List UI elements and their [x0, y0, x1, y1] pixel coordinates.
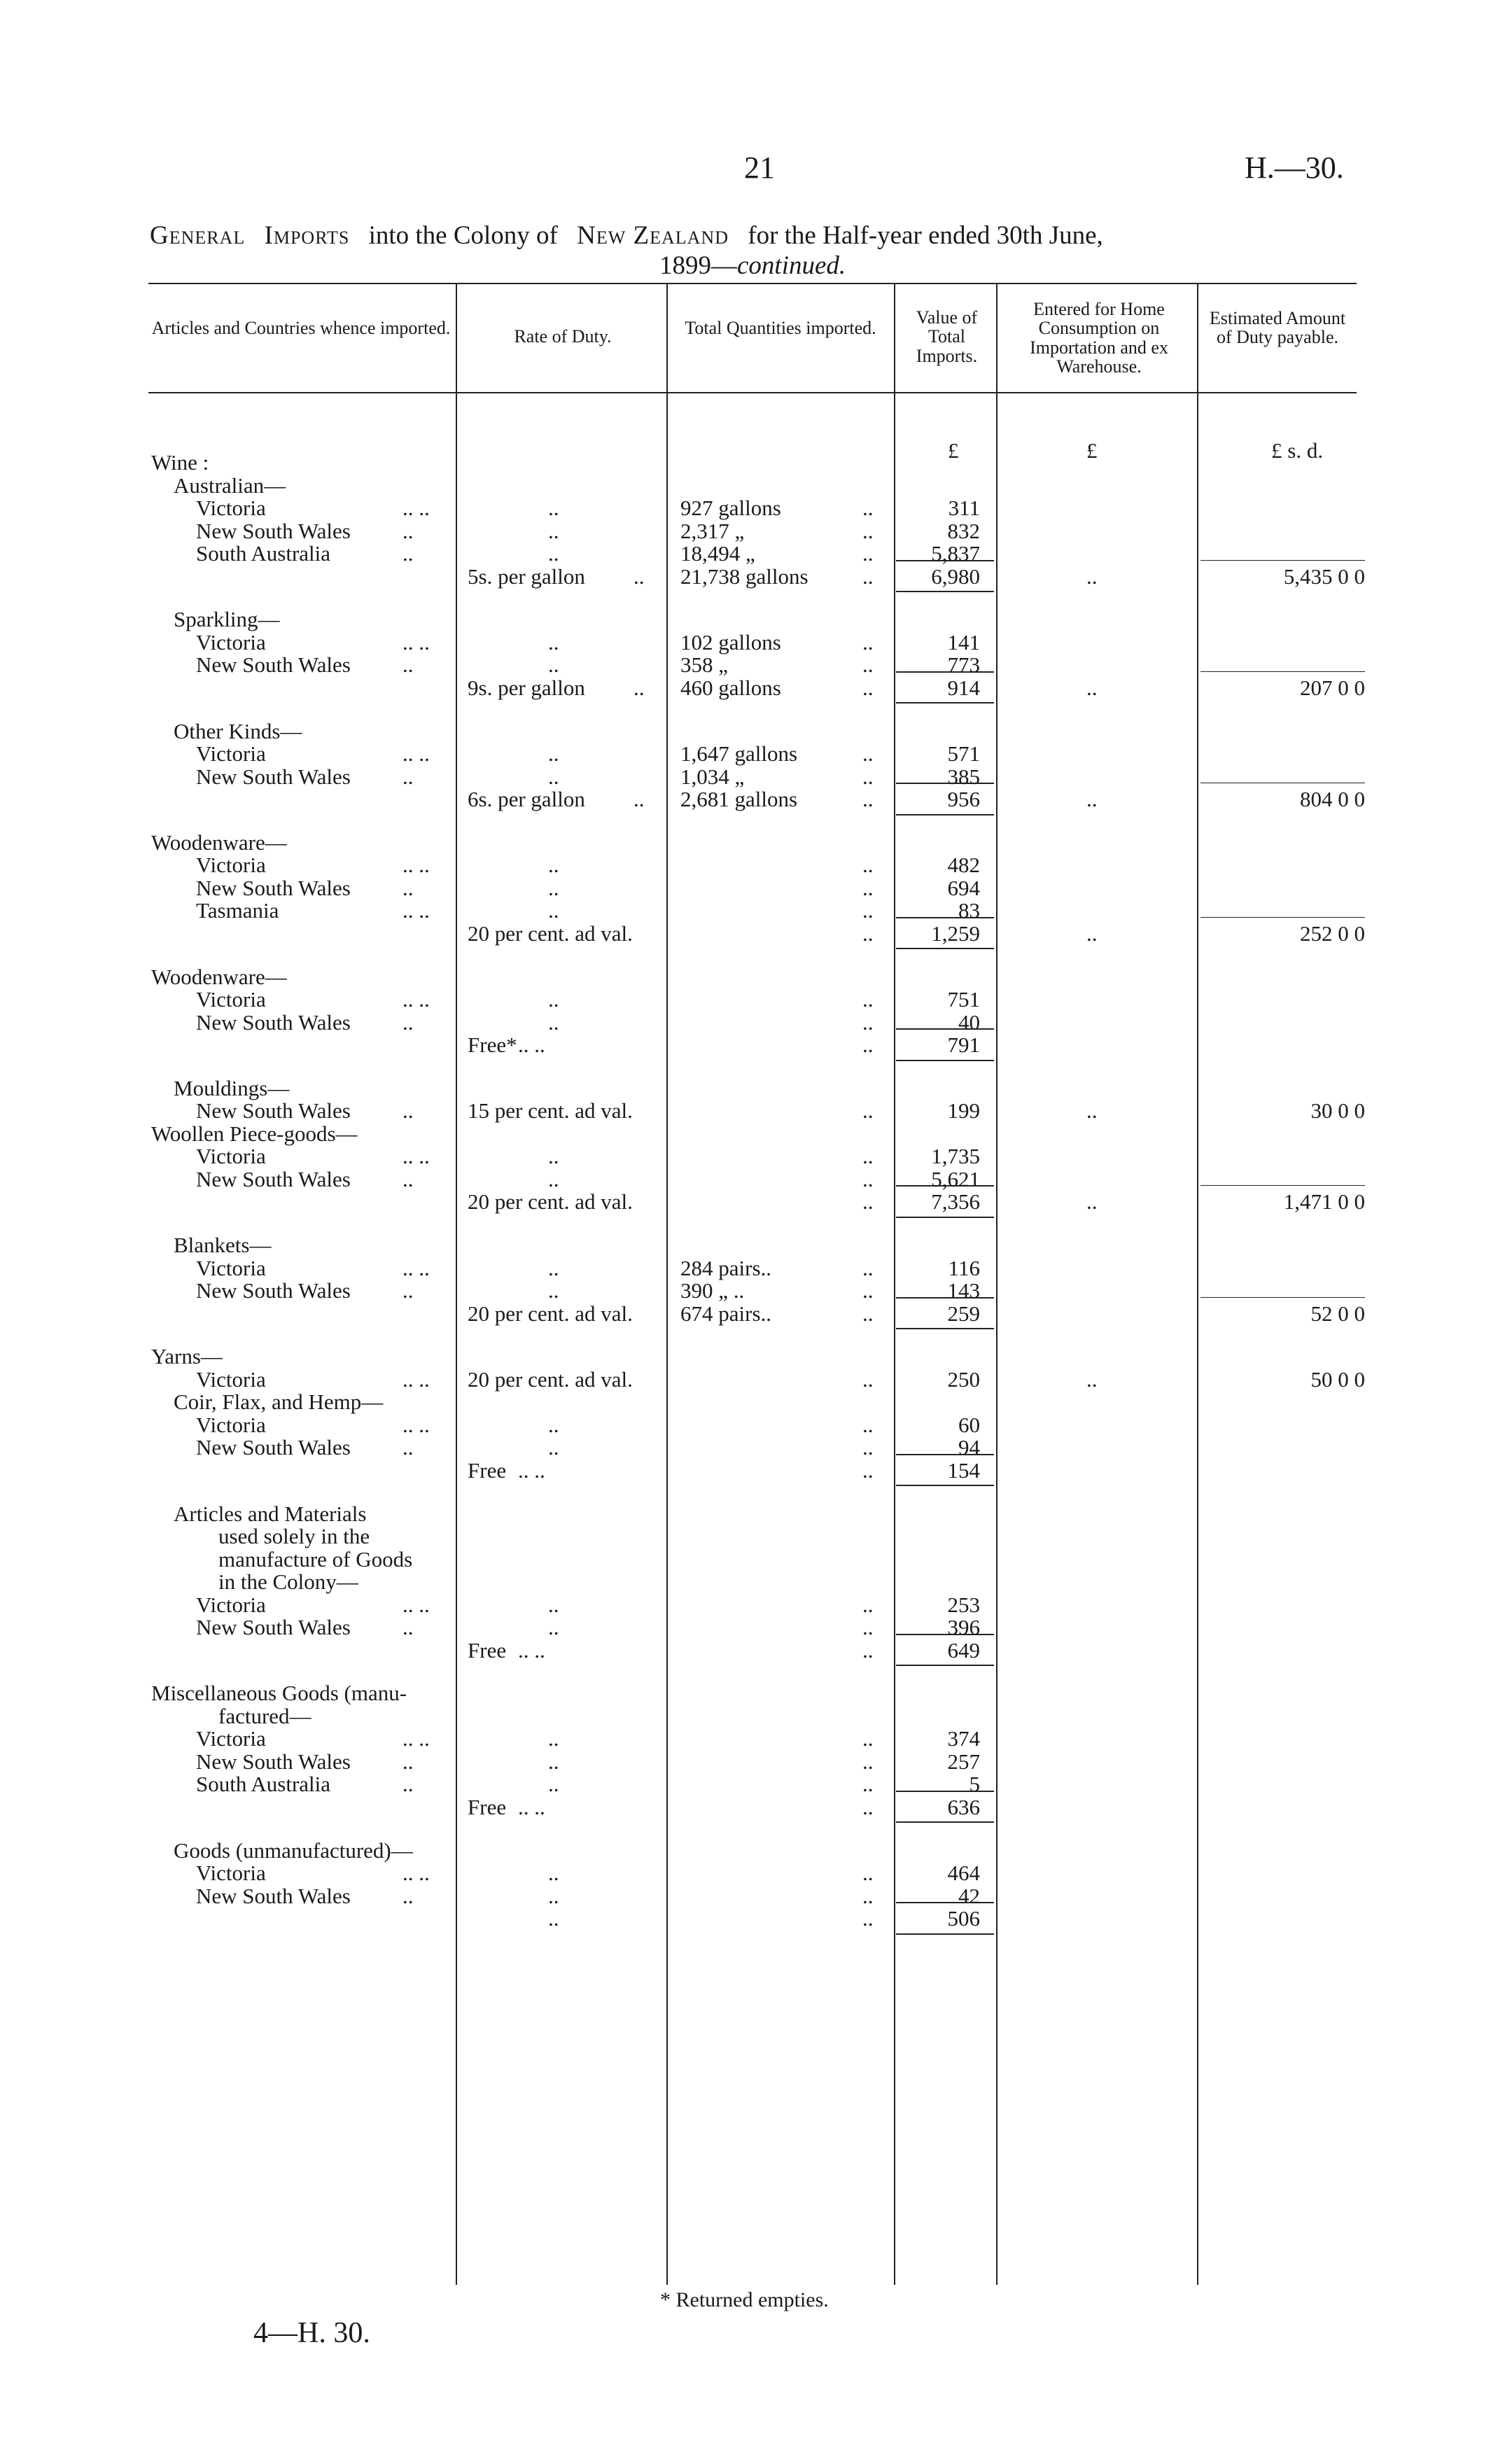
duty-payable: 207 0 0 — [1300, 675, 1365, 700]
article-label: used solely in the — [218, 1524, 370, 1548]
duty-payable: 1,471 0 0 — [1283, 1189, 1365, 1214]
leader-dots: .. — [862, 741, 874, 766]
leader-dots: .. .. — [402, 987, 430, 1011]
leader-dots: .. — [548, 1883, 559, 1908]
leader-dots: .. — [548, 541, 559, 566]
leader-dots: .. — [548, 1278, 559, 1303]
leader-dots: .. — [402, 1166, 414, 1191]
leader-dots: .. — [862, 1098, 874, 1124]
leader-dots: .. — [862, 1166, 874, 1191]
leader-dots: .. .. — [402, 496, 430, 520]
value-total: 636 — [947, 1794, 980, 1819]
article-label: Woodenware— — [151, 964, 287, 989]
leader-dots: .. — [862, 652, 874, 678]
leader-dots: .. .. — [518, 1794, 545, 1819]
group-rule — [896, 1821, 994, 1823]
leader-dots: .. — [862, 541, 874, 566]
article-label: New South Wales — [196, 764, 351, 789]
leader-dots: .. — [402, 1772, 414, 1797]
title-line-1 — [150, 223, 1103, 248]
title-word: General — [150, 221, 246, 250]
article-label: Yarns— — [151, 1344, 223, 1369]
leader-dots: .. — [862, 1861, 874, 1885]
leader-dots: .. — [862, 564, 874, 589]
value-total: 199 — [947, 1098, 980, 1124]
value-total: 791 — [947, 1032, 980, 1057]
article-label: in the Colony— — [218, 1569, 358, 1594]
article-label: New South Wales — [196, 1166, 351, 1191]
document-code: H.—30. — [1245, 150, 1344, 185]
col-header-rate: Rate of Duty. — [514, 326, 612, 346]
rate-of-duty: Free — [468, 1457, 507, 1483]
rate-of-duty: Free — [468, 1794, 507, 1819]
footnote: * Returned empties. — [660, 2288, 829, 2311]
article-label: Victoria — [196, 741, 266, 766]
leader-dots: .. — [862, 518, 874, 543]
column-rule — [1197, 283, 1198, 2285]
article-label: Victoria — [196, 1726, 266, 1751]
rate-of-duty: Free* — [468, 1032, 517, 1057]
article-label: Victoria — [196, 853, 266, 878]
leader-dots: .. .. — [402, 1255, 430, 1280]
title-year: 1899— — [659, 251, 737, 280]
value-total: 694 — [947, 875, 980, 900]
leader-dots: .. .. — [402, 1144, 430, 1169]
article-label: New South Wales — [196, 1278, 351, 1303]
leader-dots: .. .. — [402, 1726, 430, 1751]
quantity: 390 „ .. — [680, 1278, 745, 1303]
column-rule — [456, 283, 457, 2285]
article-label: Victoria — [196, 987, 266, 1011]
article-label: manufacture of Goods — [218, 1546, 413, 1572]
leader-dots: .. — [862, 1301, 874, 1326]
group-rule — [896, 1665, 994, 1666]
article-label: Wine : — [151, 450, 209, 475]
leader-dots: .. — [402, 1098, 414, 1124]
rate-of-duty: 20 per cent. ad val. — [468, 1301, 633, 1326]
leader-dots: .. — [862, 1009, 874, 1035]
leader-dots: .. — [862, 1749, 874, 1774]
leader-dots: .. — [862, 1637, 874, 1662]
rate-of-duty: 9s. per gallon — [468, 675, 585, 700]
article-label: Woollen Piece-goods— — [151, 1121, 358, 1146]
article-label: factured— — [218, 1703, 312, 1728]
leader-dots: .. — [548, 1255, 559, 1280]
group-rule — [896, 1060, 994, 1061]
leader-dots: .. .. — [402, 853, 430, 878]
value-total: 143 — [947, 1278, 980, 1303]
value-total: 311 — [948, 496, 980, 520]
leader-dots: .. .. — [402, 1412, 430, 1437]
duty-payable: 30 0 0 — [1310, 1098, 1365, 1124]
col-header-articles: Articles and Countries whence imported. — [151, 318, 451, 338]
leader-dots: .. .. — [402, 898, 430, 923]
rate-of-duty: 5s. per gallon — [468, 564, 585, 589]
value-total: 832 — [947, 518, 980, 543]
title-word: New Zealand — [577, 221, 729, 250]
value-total: 7,356 — [931, 1189, 980, 1214]
value-total: 5 — [969, 1772, 980, 1797]
article-label: Coir, Flax, and Hemp— — [174, 1390, 384, 1415]
entered-home: .. — [1086, 675, 1098, 700]
column-rule — [666, 283, 668, 2285]
value-total: 396 — [947, 1615, 980, 1639]
leader-dots: .. .. — [518, 1032, 545, 1057]
leader-dots: .. — [402, 1278, 414, 1303]
leader-dots: .. — [402, 1749, 414, 1774]
duty-payable: 5,435 0 0 — [1283, 564, 1365, 589]
leader-dots: .. — [548, 1435, 559, 1460]
leader-dots: .. — [862, 629, 874, 654]
subtotal-rule — [1200, 671, 1365, 672]
article-label: Tasmania — [196, 898, 279, 923]
leader-dots: .. — [862, 898, 874, 923]
leader-dots: .. — [402, 875, 414, 900]
leader-dots: .. — [862, 920, 874, 946]
leader-dots: .. — [862, 1189, 874, 1214]
leader-dots: .. — [634, 675, 645, 700]
duty-payable: 52 0 0 — [1310, 1301, 1365, 1326]
leader-dots: .. — [862, 987, 874, 1011]
article-label: New South Wales — [196, 1098, 351, 1124]
leader-dots: .. — [402, 1615, 414, 1639]
article-label: Victoria — [196, 1144, 266, 1169]
page-footer: 4—H. 30. — [253, 2317, 370, 2349]
title-continued: continued. — [737, 251, 846, 280]
title-word: Imports — [264, 221, 350, 250]
quantity: 674 pairs.. — [680, 1301, 772, 1326]
title-word: into the Colony of — [368, 221, 558, 250]
subtotal-rule — [1200, 1297, 1365, 1298]
value-total: 464 — [947, 1861, 980, 1885]
article-label: New South Wales — [196, 1615, 351, 1639]
leader-dots: .. — [402, 1883, 414, 1908]
quantity: 18,494 „ — [680, 541, 755, 566]
value-total: 116 — [948, 1255, 980, 1280]
value-total: 259 — [947, 1301, 980, 1326]
article-label: Victoria — [196, 1592, 266, 1617]
duty-payable: 252 0 0 — [1300, 920, 1365, 946]
group-rule — [896, 1217, 994, 1218]
article-label: New South Wales — [196, 1749, 351, 1774]
article-label: Sparkling— — [174, 607, 280, 632]
leader-dots: .. — [402, 652, 414, 678]
article-label: Articles and Materials — [174, 1501, 367, 1526]
value-total: 773 — [947, 652, 980, 678]
quantity: 1,034 „ — [680, 764, 745, 789]
title-word: for the Half-year ended 30th June, — [748, 221, 1103, 250]
leader-dots: .. — [548, 875, 559, 900]
value-total: 482 — [947, 853, 980, 878]
value-total: 5,837 — [931, 541, 980, 566]
article-label: Victoria — [196, 1366, 266, 1392]
leader-dots: .. — [548, 1749, 559, 1774]
leader-dots: .. — [862, 1906, 874, 1931]
leader-dots: .. — [862, 1366, 874, 1392]
leader-dots: .. — [548, 1592, 559, 1617]
value-total: 154 — [947, 1457, 980, 1483]
leader-dots: .. — [862, 1794, 874, 1819]
group-rule — [896, 814, 994, 816]
leader-dots: .. — [402, 518, 414, 543]
rate-of-duty: 20 per cent. ad val. — [468, 1189, 633, 1214]
leader-dots: .. — [402, 1435, 414, 1460]
leader-dots: .. — [548, 1772, 559, 1797]
group-rule — [896, 1933, 994, 1935]
article-label: New South Wales — [196, 518, 351, 543]
group-rule — [896, 702, 994, 704]
duty-unit: £ s. d. — [1271, 438, 1324, 463]
leader-dots: .. .. — [402, 1861, 430, 1885]
article-label: Victoria — [196, 1412, 266, 1437]
leader-dots: .. .. — [518, 1457, 545, 1483]
leader-dots: .. — [548, 652, 559, 678]
leader-dots: .. — [402, 541, 414, 566]
leader-dots: .. — [548, 629, 559, 654]
entered-home: .. — [1086, 564, 1098, 589]
value-total: 83 — [958, 898, 980, 923]
value-total: 385 — [947, 764, 980, 789]
quantity: 102 gallons — [680, 629, 781, 654]
article-label: Mouldings— — [174, 1075, 290, 1100]
value-total: 506 — [947, 1906, 980, 1931]
entered-home: .. — [1086, 1098, 1098, 1124]
leader-dots: .. .. — [402, 741, 430, 766]
leader-dots: .. — [862, 764, 874, 789]
article-label: Victoria — [196, 1861, 266, 1885]
article-label: Victoria — [196, 629, 266, 654]
leader-dots: .. — [634, 564, 645, 589]
header-bottom-rule — [148, 392, 1357, 393]
group-rule — [896, 1485, 994, 1486]
article-label: New South Wales — [196, 1435, 351, 1460]
leader-dots: .. — [548, 1906, 559, 1931]
quantity: 2,317 „ — [680, 518, 745, 543]
subtotal-rule — [1200, 1185, 1365, 1186]
header-top-rule — [148, 283, 1357, 284]
value-total: 60 — [958, 1412, 980, 1437]
group-rule — [896, 1328, 994, 1329]
value-total: 5,621 — [931, 1166, 980, 1191]
value-total: 6,980 — [931, 564, 980, 589]
leader-dots: .. — [548, 496, 559, 520]
leader-dots: .. — [862, 496, 874, 520]
article-label: Blankets— — [174, 1233, 272, 1257]
leader-dots: .. — [548, 1615, 559, 1639]
leader-dots: .. — [548, 898, 559, 923]
article-label: Other Kinds— — [174, 718, 302, 743]
article-label: Miscellaneous Goods (manu- — [151, 1681, 407, 1706]
article-label: Victoria — [196, 496, 266, 520]
article-label: New South Wales — [196, 875, 351, 900]
rate-of-duty: 20 per cent. ad val. — [468, 1366, 633, 1392]
entered-unit: £ — [1086, 438, 1098, 463]
column-rule — [996, 283, 997, 2285]
leader-dots: .. — [862, 1412, 874, 1437]
article-label: Goods (unmanufactured)— — [174, 1837, 413, 1863]
value-total: 751 — [947, 987, 980, 1011]
rate-of-duty: Free — [468, 1637, 507, 1662]
title-line-2 — [659, 253, 846, 279]
value-total: 571 — [947, 741, 980, 766]
group-rule — [896, 948, 994, 949]
value-total: 374 — [947, 1726, 980, 1751]
value-total: 42 — [958, 1883, 980, 1908]
leader-dots: .. — [548, 1144, 559, 1169]
leader-dots: .. — [548, 853, 559, 878]
subtotal-rule — [1200, 560, 1365, 561]
rate-of-duty: 6s. per gallon — [468, 787, 585, 811]
quantity: 1,647 gallons — [680, 741, 798, 766]
column-rule — [894, 283, 895, 2285]
value-total: 1,735 — [931, 1144, 980, 1169]
leader-dots: .. — [402, 1009, 414, 1035]
leader-dots: .. — [862, 1772, 874, 1797]
article-label: New South Wales — [196, 1883, 351, 1908]
leader-dots: .. .. — [402, 1592, 430, 1617]
leader-dots: .. .. — [518, 1637, 545, 1662]
leader-dots: .. — [862, 1726, 874, 1751]
article-label: Victoria — [196, 1255, 266, 1280]
subtotal-rule — [1200, 917, 1365, 918]
leader-dots: .. — [548, 741, 559, 766]
value-total: 257 — [947, 1749, 980, 1774]
quantity: 358 „ — [680, 652, 729, 678]
value-total: 141 — [947, 629, 980, 654]
leader-dots: .. — [548, 1412, 559, 1437]
entered-home: .. — [1086, 1189, 1098, 1214]
value-total: 253 — [947, 1592, 980, 1617]
leader-dots: .. — [548, 764, 559, 789]
col-header-entered: Entered for Home Consumption on Importation and ex Warehouse. — [1030, 299, 1168, 377]
leader-dots: .. — [634, 787, 645, 811]
col-header-quantities: Total Quantities imported. — [685, 318, 876, 338]
leader-dots: .. — [862, 675, 874, 700]
leader-dots: .. — [862, 853, 874, 878]
entered-home: .. — [1086, 1366, 1098, 1392]
leader-dots: .. — [862, 1144, 874, 1169]
leader-dots: .. — [862, 1435, 874, 1460]
value-total: 914 — [947, 675, 980, 700]
article-label: South Australia — [196, 541, 331, 566]
value-total: 40 — [958, 1009, 980, 1035]
leader-dots: .. — [862, 1457, 874, 1483]
article-label: New South Wales — [196, 652, 351, 678]
article-label: Australian— — [174, 472, 286, 498]
rate-of-duty: 15 per cent. ad val. — [468, 1098, 633, 1124]
article-label: New South Wales — [196, 1009, 351, 1035]
duty-payable: 804 0 0 — [1300, 787, 1365, 811]
entered-home: .. — [1086, 787, 1098, 811]
page-number: 21 — [744, 150, 775, 185]
value-unit: £ — [948, 438, 959, 463]
value-total: 956 — [947, 787, 980, 811]
col-header-duty: Estimated Amount of Duty payable. — [1209, 308, 1346, 348]
value-total: 649 — [947, 1637, 980, 1662]
leader-dots: .. — [862, 1615, 874, 1639]
col-header-value: Value of Total Imports. — [916, 307, 978, 366]
article-label: Woodenware— — [151, 830, 287, 855]
value-total: 94 — [958, 1435, 980, 1460]
leader-dots: .. — [862, 1255, 874, 1280]
leader-dots: .. — [862, 875, 874, 900]
leader-dots: .. — [862, 1592, 874, 1617]
leader-dots: .. — [402, 764, 414, 789]
quantity: 21,738 gallons — [680, 564, 808, 589]
leader-dots: .. — [862, 787, 874, 811]
article-label: South Australia — [196, 1772, 331, 1797]
leader-dots: .. — [862, 1278, 874, 1303]
group-rule — [896, 591, 994, 592]
leader-dots: .. — [548, 1861, 559, 1885]
leader-dots: .. .. — [402, 629, 430, 654]
leader-dots: .. .. — [402, 1366, 430, 1392]
leader-dots: .. — [862, 1032, 874, 1057]
quantity: 2,681 gallons — [680, 787, 798, 811]
leader-dots: .. — [548, 1166, 559, 1191]
value-total: 250 — [947, 1366, 980, 1392]
value-total: 1,259 — [931, 920, 980, 946]
leader-dots: .. — [548, 1726, 559, 1751]
quantity: 284 pairs.. — [680, 1255, 772, 1280]
quantity: 927 gallons — [680, 496, 781, 520]
leader-dots: .. — [548, 518, 559, 543]
leader-dots: .. — [862, 1883, 874, 1908]
quantity: 460 gallons — [680, 675, 781, 700]
leader-dots: .. — [548, 1009, 559, 1035]
duty-payable: 50 0 0 — [1310, 1366, 1365, 1392]
rate-of-duty: 20 per cent. ad val. — [468, 920, 633, 946]
leader-dots: .. — [548, 987, 559, 1011]
entered-home: .. — [1086, 920, 1098, 946]
